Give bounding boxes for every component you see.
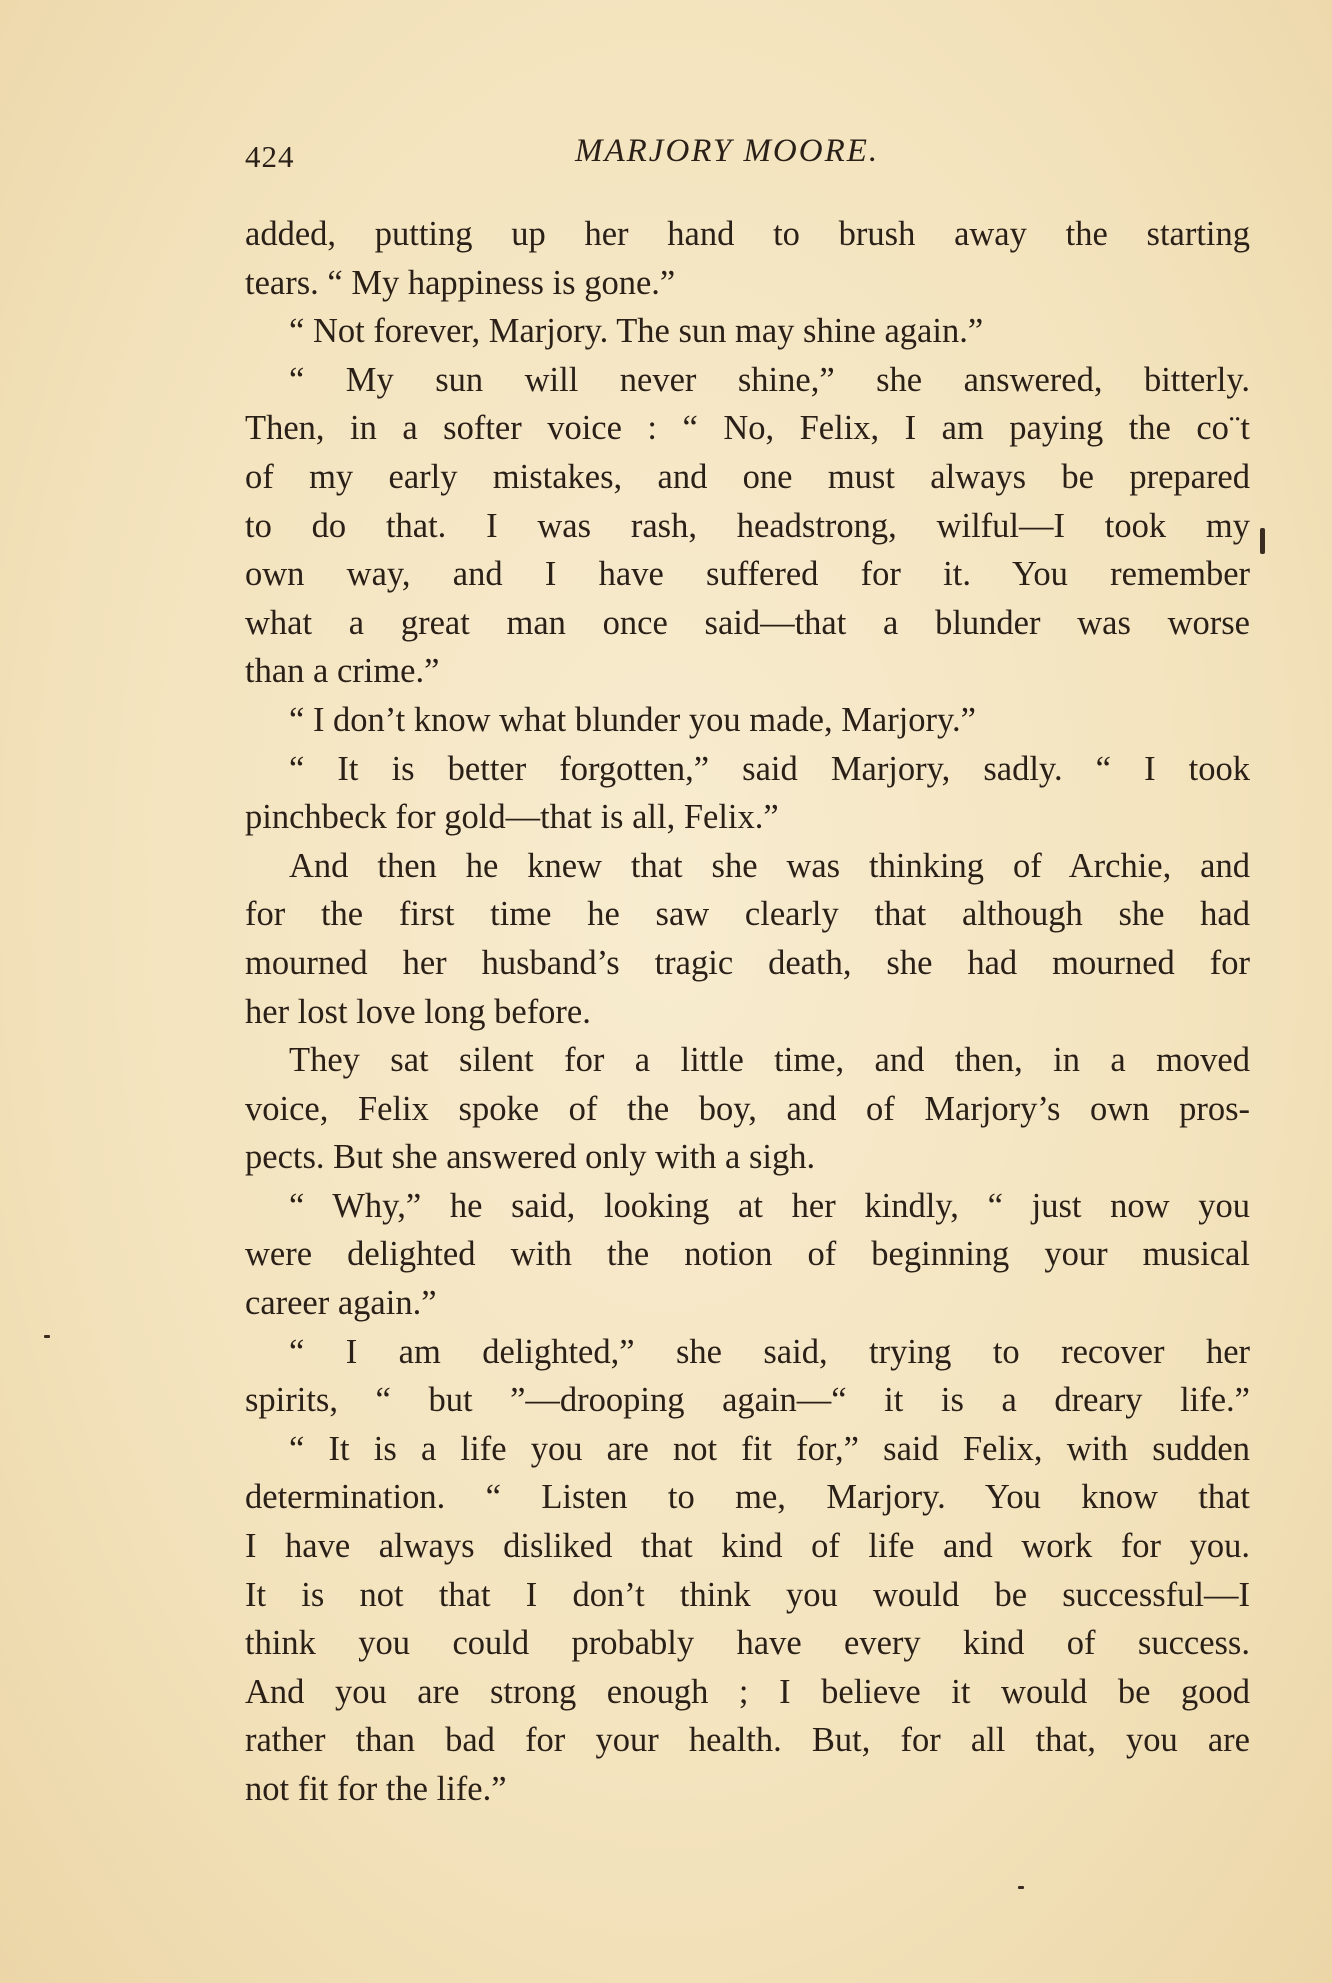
text-line: determination. “ Listen to me, Marjory. You know that <box>245 1478 1250 1517</box>
text-line: I have always disliked that kind of life and work for you. <box>245 1527 1250 1566</box>
text-line: mourned her husband’s tragic death, she had mourned for <box>245 943 1250 982</box>
text-line: than a crime.” <box>245 652 440 691</box>
text-line: They sat silent for a little time, and then, in a moved <box>289 1041 1250 1080</box>
text-line: And then he knew that she was thinking of Archie, and <box>289 846 1250 885</box>
text-line: And you are strong enough ; I believe it would be good <box>245 1672 1250 1711</box>
ink-mark <box>1260 528 1265 554</box>
body-text <box>245 210 1250 1814</box>
ink-speck <box>44 1335 50 1338</box>
text-line: her lost love long before. <box>245 992 591 1031</box>
text-line: “ My sun will never shine,” she answered, bitterly. <box>289 360 1250 399</box>
text-line: tears. “ My happiness is gone.” <box>245 263 676 302</box>
running-title: MARJORY MOORE. <box>575 133 880 169</box>
text-line: “ I don’t know what blunder you made, Marjory.” <box>289 700 976 739</box>
text-line: added, putting up her hand to brush away the starting <box>245 215 1250 253</box>
text-line: for the first time he saw clearly that although she had <box>245 895 1250 934</box>
text-line: to do that. I was rash, headstrong, wilful—I took my <box>245 506 1250 545</box>
page-number: 424 <box>245 139 295 174</box>
text-line: “ Not forever, Marjory. The sun may shine again.” <box>289 312 984 351</box>
text-line: “ It is better forgotten,” said Marjory, sadly. “ I took <box>289 749 1250 788</box>
text-line: of my early mistakes, and one must always be prepared <box>245 457 1250 496</box>
text-line: rather than bad for your health. But, for all that, you are <box>245 1721 1250 1760</box>
text-line: pects. But she answered only with a sigh. <box>245 1138 816 1177</box>
text-line: career again.” <box>245 1284 437 1323</box>
text-line: “ Why,” he said, looking at her kindly, “ just now you <box>289 1186 1250 1225</box>
text-line: “ It is a life you are not fit for,” said Felix, with sudden <box>289 1429 1250 1468</box>
text-line: Then, in a softer voice : “ No, Felix, I am paying the co¨t <box>245 409 1250 448</box>
text-line: It is not that I don’t think you would be successful—I <box>245 1575 1250 1614</box>
text-line: not fit for the life.” <box>245 1770 507 1808</box>
text-line: pinchbeck for gold—that is all, Felix.” <box>245 798 779 837</box>
text-line: “ I am delighted,” she said, trying to recover her <box>289 1332 1250 1371</box>
text-line: spirits, “ but ”—drooping again—“ it is a dreary life.” <box>245 1381 1250 1420</box>
text-line: think you could probably have every kind of success. <box>245 1624 1250 1663</box>
ink-speck <box>1018 1886 1024 1889</box>
running-head <box>245 133 1250 179</box>
text-line: what a great man once said—that a blunder was worse <box>245 603 1250 642</box>
text-line: own way, and I have suffered for it. You remember <box>245 555 1250 594</box>
text-line: voice, Felix spoke of the boy, and of Marjory’s own pros- <box>245 1089 1250 1128</box>
text-line: were delighted with the notion of beginning your musical <box>245 1235 1250 1274</box>
